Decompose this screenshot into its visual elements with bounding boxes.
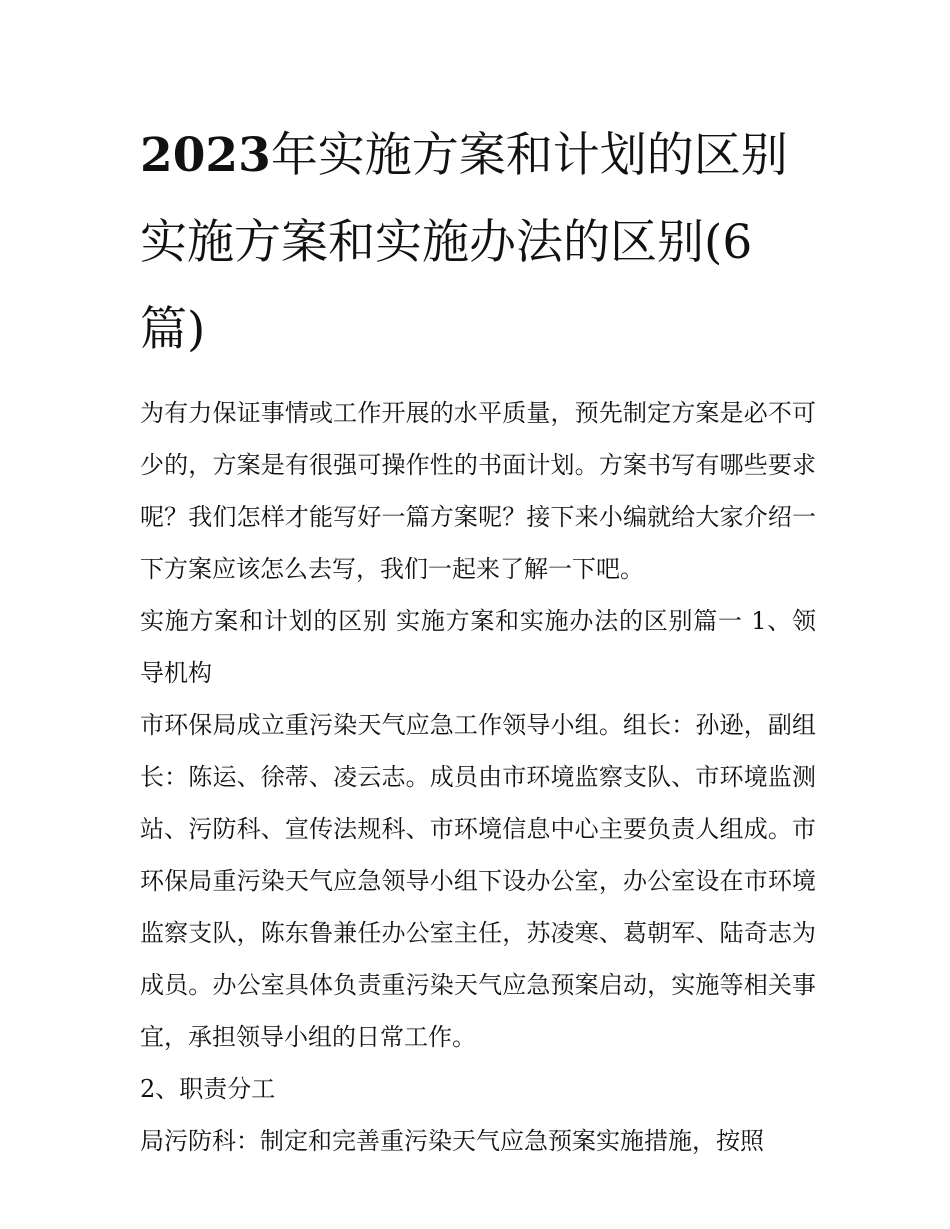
title-line-2: 实施方案和实施办法的区别(6: [140, 215, 753, 270]
paragraph-duties: 局污防科：制定和完善重污染天气应急预案实施措施，按照: [140, 1127, 764, 1155]
title-line-3: 篇): [140, 302, 206, 357]
paragraph-leadership: 市环保局成立重污染天气应急工作领导小组。组长：孙逊，副组长：陈运、徐蒂、凌云志。成员由市环境监察支队、市环境监测站、污防科、宣传法规科、市环境信息中心主要负责人组成。市环保局重污染天气应急领导小组下设办公室，办公室设在市环境监察支队，陈东鲁兼任办公室主任，苏凌寒、葛朝军、陆奇志为成员。办公室具体负责重污染天气应急预案启动，实施等相关事宜，承担领导小组的日常工作。: [140, 711, 816, 1051]
title-line-1-text: 年实施方案和计划的区别: [270, 128, 788, 183]
paragraph-section-heading: 实施方案和计划的区别 实施方案和实施办法的区别篇一 1、领导机构: [140, 607, 816, 687]
document-title: [140, 112, 816, 373]
document-page: [140, 112, 816, 1167]
paragraph-intro: 为有力保证事情或工作开展的水平质量，预先制定方案是必不可少的，方案是有很强可操作性的书面计划。方案书写有哪些要求呢？我们怎样才能写好一篇方案呢？接下来小编就给大家介绍一下方案应该怎么去写，我们一起来了解一下吧。: [140, 399, 816, 583]
title-year: 2023: [140, 128, 271, 183]
paragraph-duties-heading: 2、职责分工: [140, 1075, 276, 1103]
title-line-1: [140, 112, 816, 199]
